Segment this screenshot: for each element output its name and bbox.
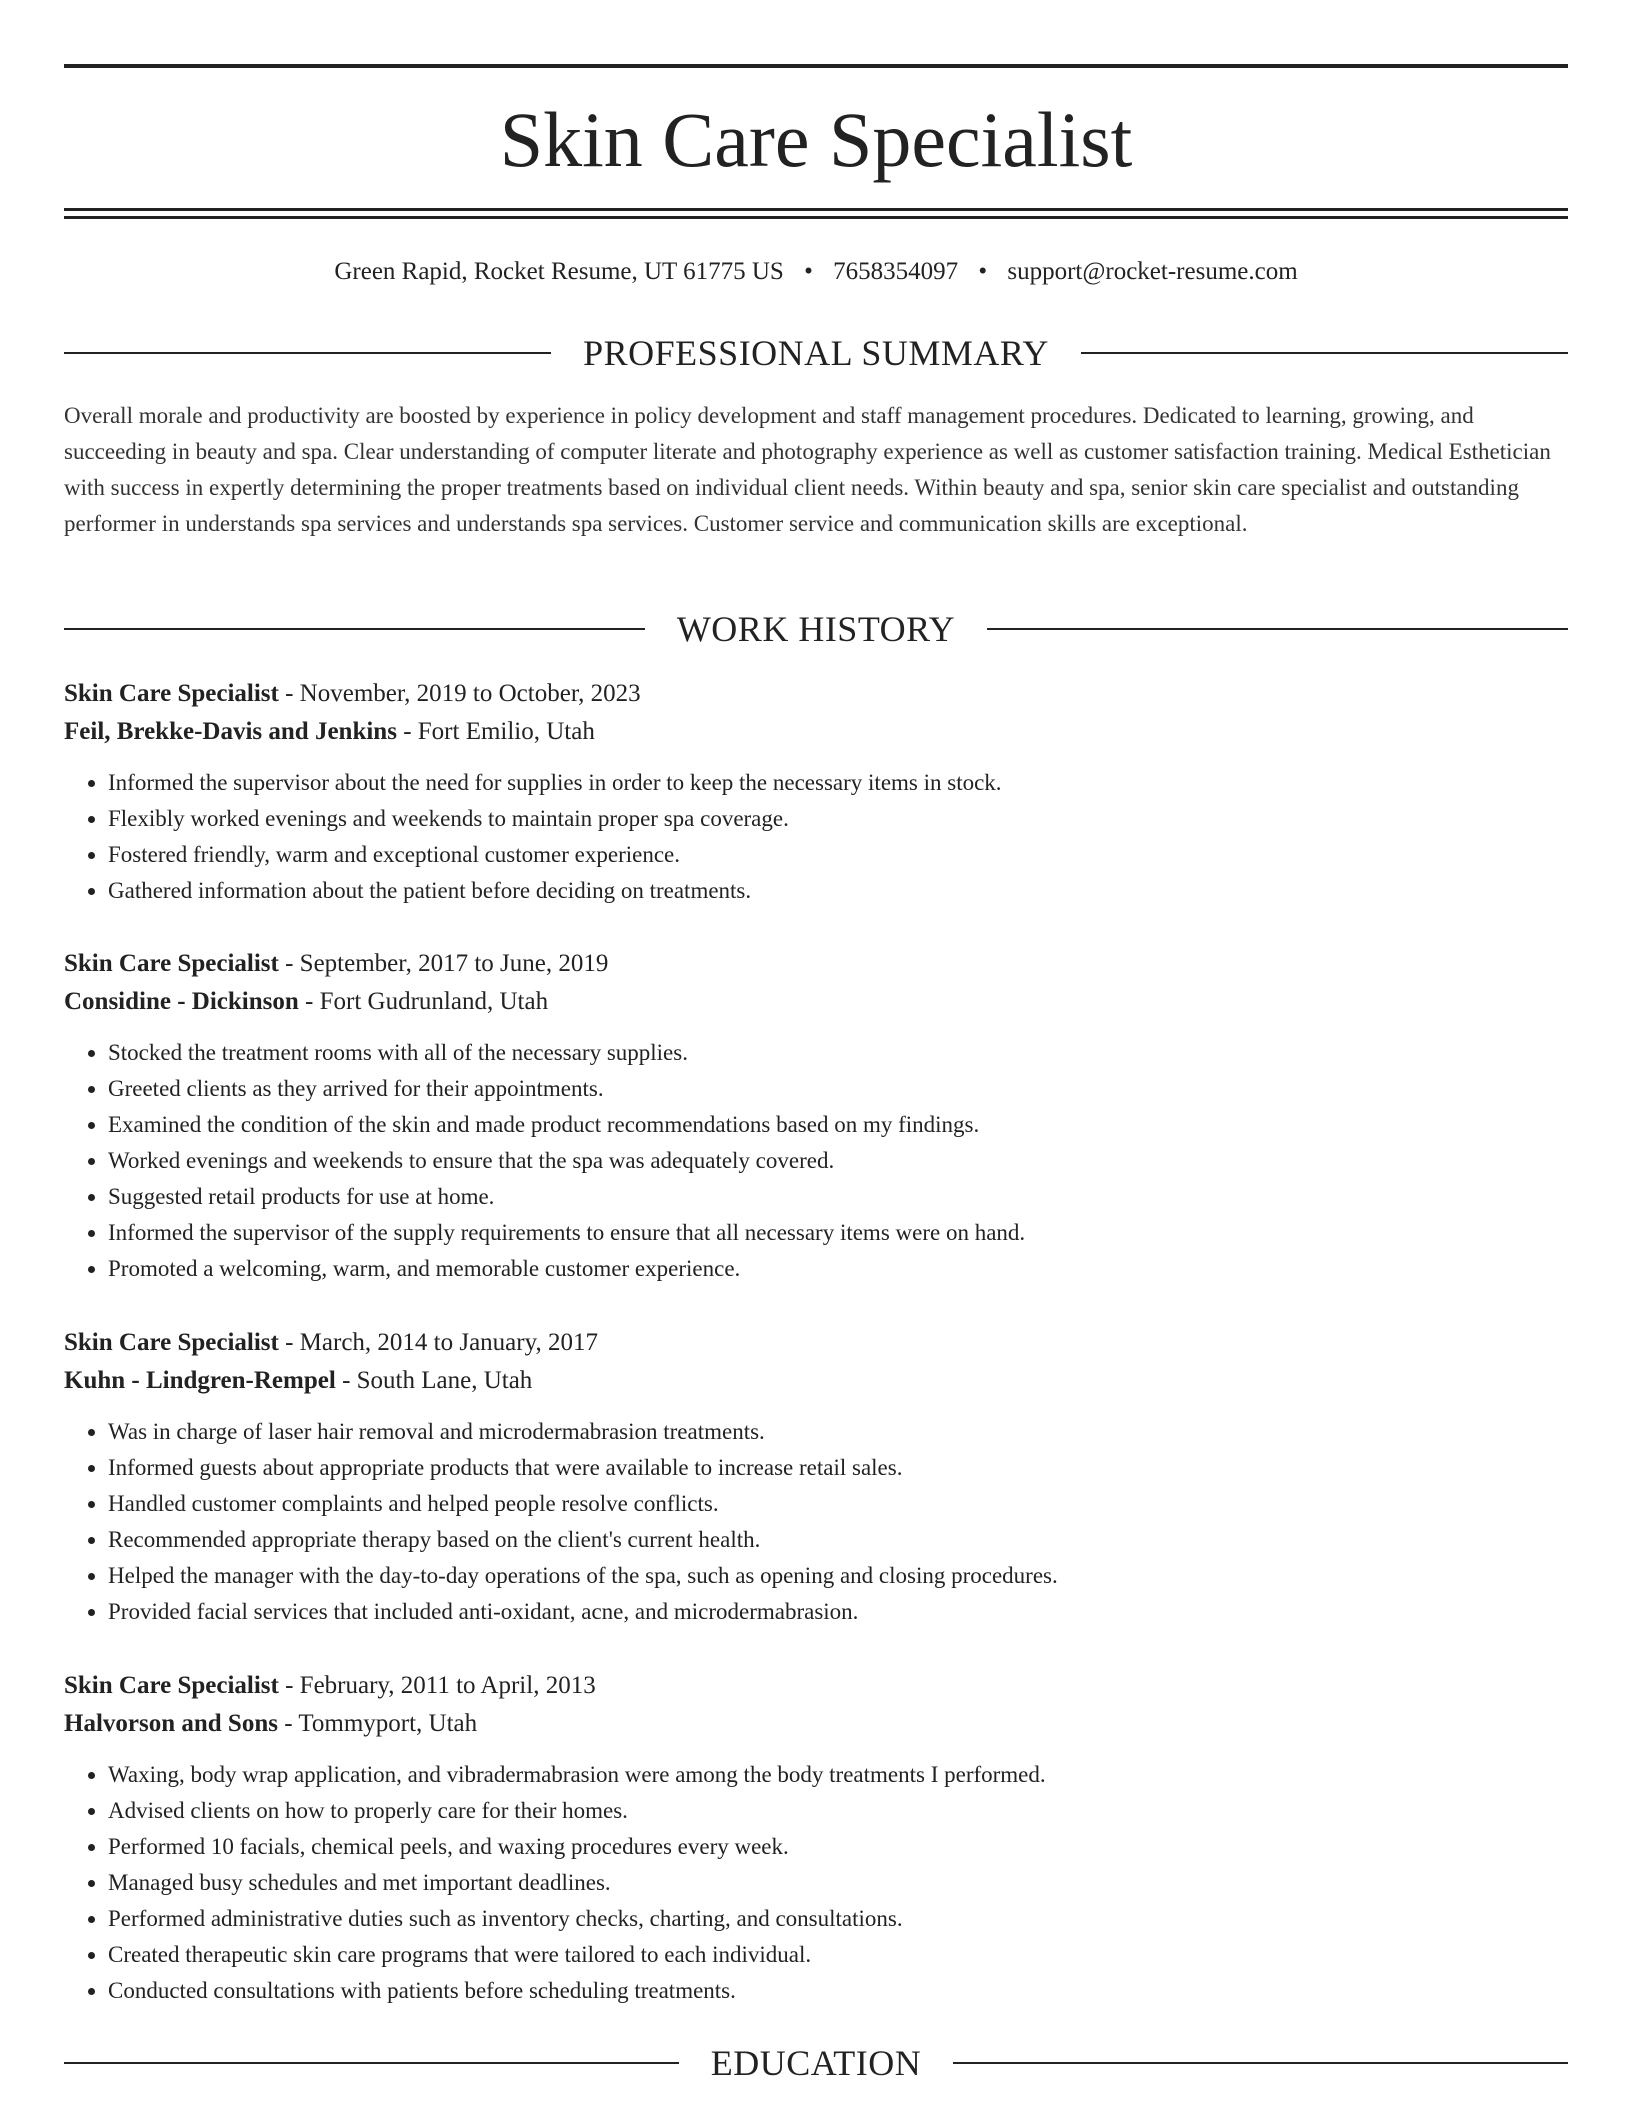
heading-rule-right: [1081, 352, 1568, 354]
list-item: • Performed administrative duties such as inventory checks, charting, and consultations.: [108, 1901, 1568, 1937]
contact-line: [64, 252, 1568, 292]
job-entry: [64, 945, 1568, 1287]
job-dates: - March, 2014 to January, 2017: [278, 1329, 598, 1356]
list-item: • Recommended appropriate therapy based on the client's current health.: [108, 1522, 1568, 1558]
section-heading-education: [64, 2038, 1568, 2088]
contact-phone: 7658354097: [833, 258, 959, 285]
list-item: • Stocked the treatment rooms with all of the necessary supplies.: [108, 1035, 1568, 1071]
heading-rule-left: [64, 352, 551, 354]
section-heading-label: EDUCATION: [710, 2043, 922, 2083]
list-item: • Suggested retail products for use at home.: [108, 1179, 1568, 1215]
section-heading-label: PROFESSIONAL SUMMARY: [583, 333, 1049, 373]
job-title: Skin Care Specialist: [64, 680, 279, 707]
contact-separator: •: [804, 258, 813, 285]
heading-rule-right: [953, 2062, 1568, 2064]
section-heading-summary: [64, 328, 1568, 378]
job-bullets: [64, 765, 1568, 909]
job-company: Kuhn - Lindgren-Rempel: [64, 1367, 336, 1394]
job-title-line: [64, 945, 1568, 983]
job-title: Skin Care Specialist: [64, 1672, 279, 1699]
list-item: • Handled customer complaints and helped people resolve conflicts.: [108, 1486, 1568, 1522]
job-company: Feil, Brekke-Davis and Jenkins: [64, 718, 397, 745]
job-dates: - February, 2011 to April, 2013: [278, 1672, 596, 1699]
list-item: • Gathered information about the patient before deciding on treatments.: [108, 873, 1568, 909]
list-item: • Managed busy schedules and met important deadlines.: [108, 1865, 1568, 1901]
list-item: • Worked evenings and weekends to ensure that the spa was adequately covered.: [108, 1143, 1568, 1179]
job-bullets: [64, 1035, 1568, 1287]
list-item: • Informed the supervisor about the need for supplies in order to keep the necessary items in stock.: [108, 765, 1568, 801]
job-company-line: [64, 1705, 1568, 1743]
section-heading-work-history: [64, 604, 1568, 654]
job-title: Skin Care Specialist: [64, 950, 279, 977]
contact-separator: •: [978, 258, 988, 285]
job-title-line: [64, 1667, 1568, 1705]
list-item: • Flexibly worked evenings and weekends to maintain proper spa coverage.: [108, 801, 1568, 837]
list-item: • Promoted a welcoming, warm, and memorable customer experience.: [108, 1251, 1568, 1287]
list-item: • Created therapeutic skin care programs that were tailored to each individual.: [108, 1937, 1568, 1973]
list-item: • Conducted consultations with patients before scheduling treatments.: [108, 1973, 1568, 2009]
job-dates: - September, 2017 to June, 2019: [278, 950, 609, 977]
heading-rule-right: [987, 628, 1568, 630]
job-location: - Tommyport, Utah: [277, 1710, 478, 1737]
top-rule: [64, 64, 1568, 68]
title-rule-upper: [64, 208, 1568, 211]
job-location: - South Lane, Utah: [335, 1367, 533, 1394]
job-location: - Fort Emilio, Utah: [396, 718, 595, 745]
list-item: • Fostered friendly, warm and exceptional customer experience.: [108, 837, 1568, 873]
heading-rule-left: [64, 628, 645, 630]
job-dates: - November, 2019 to October, 2023: [278, 680, 641, 707]
job-company-line: [64, 1362, 1568, 1400]
job-bullets: [64, 1414, 1568, 1630]
list-item: • Informed guests about appropriate products that were available to increase retail sales.: [108, 1450, 1568, 1486]
contact-email: support@rocket-resume.com: [1007, 258, 1298, 285]
job-location: - Fort Gudrunland, Utah: [298, 988, 549, 1015]
job-title-line: [64, 675, 1568, 713]
resume-title: Skin Care Specialist: [499, 96, 1133, 183]
list-item: • Advised clients on how to properly care for their homes.: [108, 1793, 1568, 1829]
list-item: • Was in charge of laser hair removal and microdermabrasion treatments.: [108, 1414, 1568, 1450]
list-item: • Performed 10 facials, chemical peels, and waxing procedures every week.: [108, 1829, 1568, 1865]
title-rule-lower: [64, 216, 1568, 219]
contact-address: Green Rapid, Rocket Resume, UT 61775 US: [334, 258, 784, 285]
job-bullets: [64, 1757, 1568, 2009]
list-item: • Provided facial services that included anti-oxidant, acne, and microdermabrasion.: [108, 1594, 1568, 1630]
list-item: • Informed the supervisor of the supply requirements to ensure that all necessary items were on hand.: [108, 1215, 1568, 1251]
list-item: • Waxing, body wrap application, and vibradermabrasion were among the body treatments I performed.: [108, 1757, 1568, 1793]
job-company-line: [64, 713, 1568, 751]
section-heading-label: WORK HISTORY: [676, 609, 956, 649]
job-entry: [64, 1324, 1568, 1630]
job-title-line: [64, 1324, 1568, 1362]
job-entry: [64, 1667, 1568, 2009]
list-item: • Examined the condition of the skin and made product recommendations based on my findings.: [108, 1107, 1568, 1143]
list-item: • Helped the manager with the day-to-day operations of the spa, such as opening and closing procedures.: [108, 1558, 1568, 1594]
job-company-line: [64, 983, 1568, 1021]
heading-rule-left: [64, 2062, 679, 2064]
list-item: • Greeted clients as they arrived for their appointments.: [108, 1071, 1568, 1107]
summary-text: Overall morale and productivity are boosted by experience in policy development and staff management procedures. Dedicated to learning, growing, and succeeding in beauty and spa. Clear understanding of computer literate and photography experience as well as customer satisfaction training. Medical Esthetician with success in expertly determining the proper treatments based on individual client needs. Within beauty and spa, senior skin care specialist and outstanding performer in understands spa services and understands spa services. Customer service and communication skills are exceptional.: [64, 403, 1551, 536]
job-company: Considine - Dickinson: [64, 988, 299, 1015]
job-title: Skin Care Specialist: [64, 1329, 279, 1356]
job-entry: [64, 675, 1568, 909]
job-company: Halvorson and Sons: [64, 1710, 278, 1737]
